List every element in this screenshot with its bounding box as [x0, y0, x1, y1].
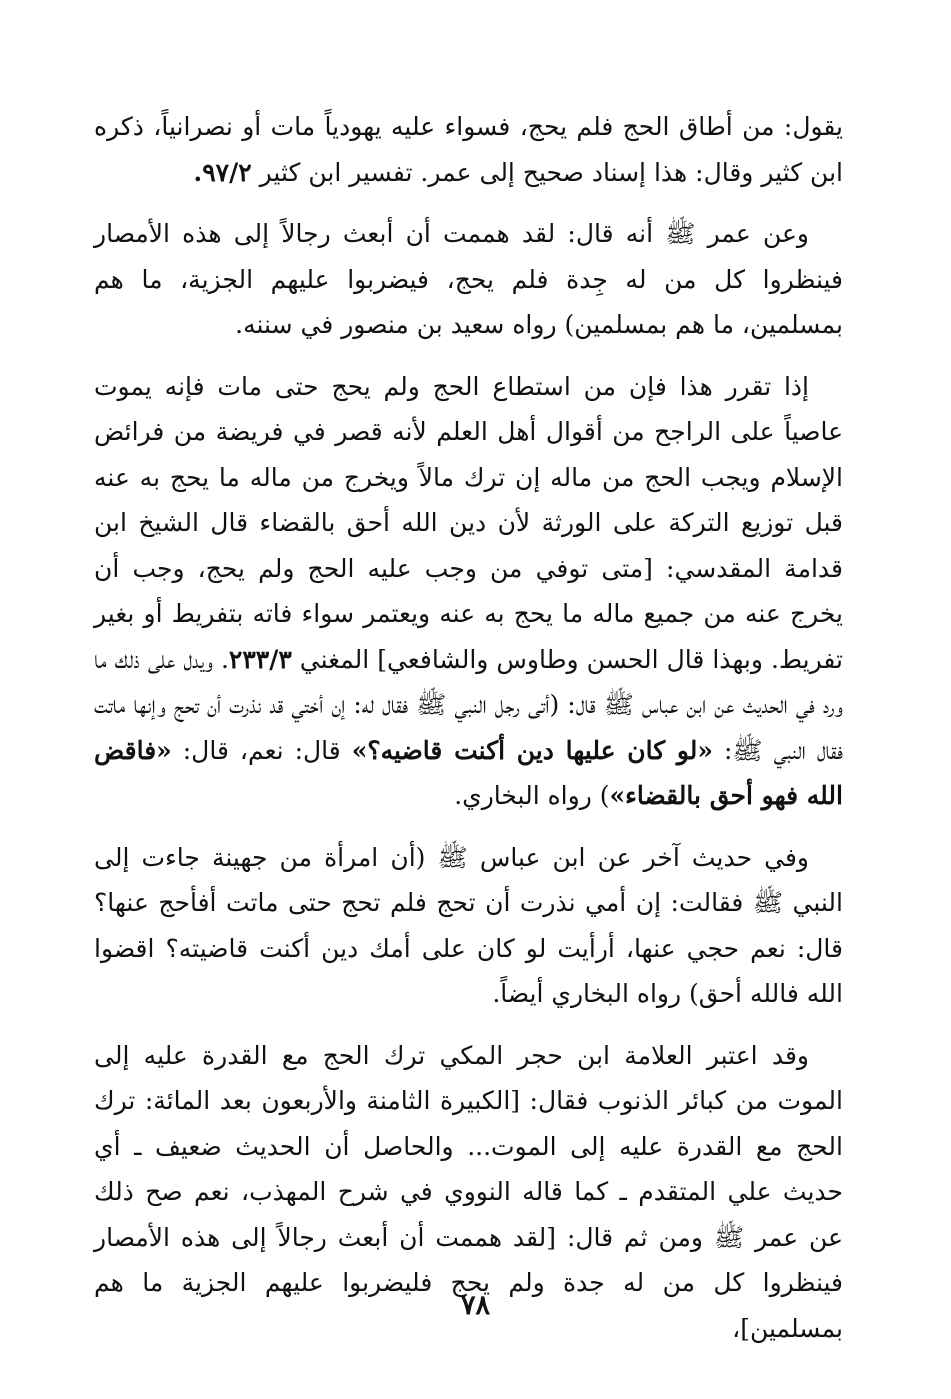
bold-text-run: ٢٣٣/٣ — [228, 644, 292, 674]
bold-text-run: ٩٧/٢. — [193, 157, 252, 187]
body-text — [94, 104, 843, 1351]
page-number: ٧٨ — [460, 1290, 490, 1321]
text-run: إذا تقرر هذا فإن من استطاع الحج ولم يحج حتى مات فإنه يموت عاصياً على الراجح من أقوال أهل العلم لأنه قصر في فريضة من فرائض الإسلام ويجب الحج من ماله إن ترك مالاً ويخرج من ماله ما يحج به عنه قبل توزيع التركة على الورثة لأن دين الله أحق بالقضاء قال الشيخ ابن قدامة المقدسي: [متى توفي من وجب عليه الحج ولم يحج، وجب أن يخرج عنه من جميع ماله ما يحج به عنه ويعتمر سواء فاته بتفريط أو بغير تفريط. وبهذا قال الحسن وطاوس والشافعي] المغني — [94, 371, 843, 674]
text-run: . ويدل على ذلك ما ورد في الحديث عن ابن عباس ﷺ قال: (أتى رجل النبي ﷺ فقال له: إن أختي قد نذرت أن تحج وإنها ماتت فقال النبي ﷺ: — [94, 644, 843, 765]
text-run: وقد اعتبر العلامة ابن حجر المكي ترك الحج مع القدرة عليه إلى الموت من كبائر الذنوب فقال: [الكبيرة الثامنة والأربعون بعد المائة: ترك الحج مع القدرة عليه إلى الموت... والحاصل أن الحديث ضعيف ـ أي حديث علي المتقدم ـ كما قاله النووي في شرح المهذب، نعم صح ذلك عن عمر ﷺ ومن ثم قال: [لقد هممت أن أبعث رجالاً إلى هذه الأمصار فينظروا كل من له جدة ولم يحج فليضربوا عليهم الجزية ما هم بمسلمين]، — [94, 1040, 843, 1343]
bold-text-run: «فاقض الله فهو أحق بالقضاء» — [94, 735, 843, 810]
paragraph-p3 — [94, 364, 843, 819]
paragraph-p4 — [94, 835, 843, 1017]
paragraph-p2 — [94, 211, 843, 348]
paragraph-p1 — [94, 104, 843, 195]
text-run: وفي حديث آخر عن ابن عباس ﷺ (أن امرأة من جهينة جاءت إلى النبي ﷺ فقالت: إن أمي نذرت أن تحج فلم تحج حتى ماتت أفأحج عنها؟ قال: نعم حجي عنها، أرأيت لو كان على أمك دين أكنت قاضيته؟ اقضوا الله فالله أحق) رواه البخاري أيضاً. — [94, 842, 843, 1008]
text-run: يقول: من أطاق الحج فلم يحج، فسواء عليه يهودياً مات أو نصرانياً، ذكره ابن كثير وقال: هذا إسناد صحيح إلى عمر. تفسير ابن كثير — [94, 112, 843, 187]
text-run: وعن عمر ﷺ أنه قال: لقد هممت أن أبعث رجالاً إلى هذه الأمصار فينظروا كل من له جِدة فلم يحج، فيضربوا عليهم الجزية، ما هم بمسلمين، ما هم بمسلمين) رواه سعيد بن منصور في سننه. — [94, 219, 843, 339]
bold-text-run: «لو كان عليها دين أكنت قاضيه؟» — [351, 735, 714, 765]
text-run: قال: نعم، قال: — [171, 735, 352, 765]
text-run: ) رواه البخاري. — [454, 781, 610, 810]
